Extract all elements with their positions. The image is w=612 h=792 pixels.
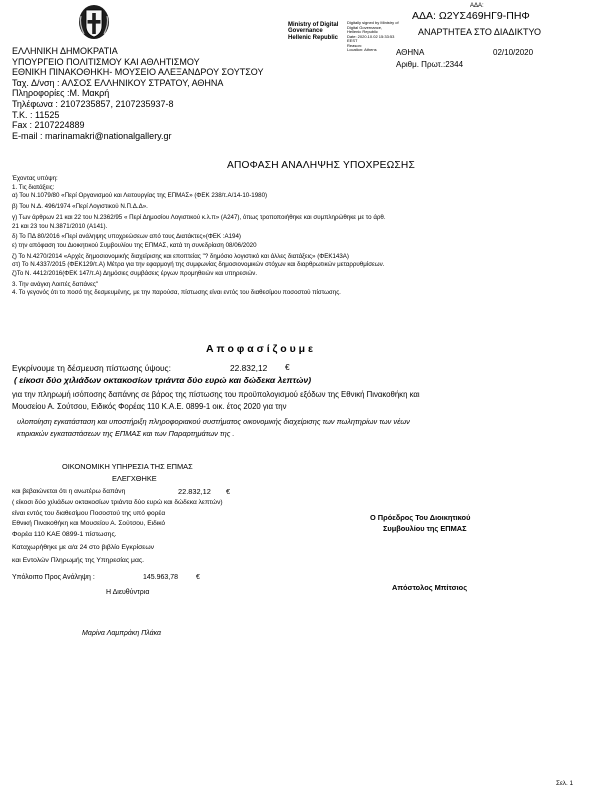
balance-label: Υπόλοιπο Προς Ανάληψη : [12,574,95,581]
page-number: Σελ. 1 [556,780,574,787]
finance-line: Εθνική Πινακοθήκη και Μουσείου Α. Σούτσου, Ειδικό [12,520,166,528]
ada-code: ΑΔΑ: Ω2ΥΣ469ΗΓ9-ΠΗΦ [412,10,530,22]
decision-title: ΑΠΟΦΑΣΗ ΑΝΑΛΗΨΗΣ ΥΠΟΧΡΕΩΣΗΣ [227,160,415,171]
balance-amount: 145.963,78 [143,574,179,581]
considerations-block [12,175,386,298]
finance-line: Καταχωρήθηκε με α/α 24 στο βιβλίο Εγκρίσεων [12,544,155,552]
considerations-item: ζ)Το Ν. 4412/2016(ΦΕΚ 147/τ.Α) Δημόσιες συμβάσεις έργων προμηθειών και υπηρεσιών. [12,270,258,278]
sender-line: ΕΘΝΙΚΗ ΠΙΝΑΚΟΘΗΚΗ- ΜΟΥΣΕΙΟ ΑΛΕΞΑΝΔΡΟΥ ΣΟΥΤΣΟΥ [12,67,264,78]
considerations-item: στ) Το Ν.4337/2015 (ΦΕΚ129/τ.Α) Μέτρα για την εφαρμογή της συμφωνίας δημοσιονομικών στόχων και διαρθρωτικών μεταρρυθμίσεων. [12,261,385,269]
finance-confirm-label: και βεβαιώνεται ότι η ανωτέρω δαπάνη [12,488,126,495]
balance-currency: € [196,574,200,581]
sender-line: ΥΠΟΥΡΓΕΙΟ ΠΟΛΙΤΙΣΜΟΥ ΚΑΙ ΑΘΛΗΤΙΣΜΟΥ [12,56,200,67]
president-title: Συμβουλίου της ΕΠΜΑΣ [383,524,467,533]
decision-heading: Α π ο φ α σ ί ζ ο υ μ ε [206,343,313,355]
considerations-intro: Έχοντας υπόψη: [12,175,58,182]
approve-label: Εγκρίνουμε τη δέσμευση πίστωσης ύψους: [12,363,171,373]
sender-line: Τ.Κ. : 11525 [12,109,60,120]
protocol-number: Αριθμ. Πρωτ.:2344 [396,60,464,69]
considerations-item: 21 και 23 του Ν.3871/2010 (Α141). [12,222,108,230]
cert-line: Location: Athens [347,47,377,52]
hellenic-republic-emblem-logo [78,4,110,40]
approved-amount: 22.832,12 [230,363,268,373]
sender-line: ΕΛΛΗΝΙΚΗ ΔΗΜΟΚΡΑΤΙΑ [12,46,118,56]
finance-amount: 22.832,12 [178,487,211,496]
purpose-line: Μουσείου Α. Σούτσου, Ειδικός Φορέας 110 Κ.Α.Ε. 0899-1 οικ. έτος 2020 για την [12,402,287,411]
expense-description: υλοποίηση εγκατάσταση και υποστήριξη πληροφοριακού συστήματος οικονομικής διαχείρισης των πωλητηρίων των νέων [17,417,410,426]
considerations-item: 4. Το γεγονός ότι το ποσό της δεσμευμένης, με την παρούσα, πίστωσης είναι εντός του διαθεσίμου ποσοστού πίστωσης. [12,289,341,297]
finance-checked-label: ΕΛΕΓΧΘΗΚΕ [112,474,157,483]
sender-line: E-mail : marinamakri@nationalgallery.gr [12,130,172,141]
dgov-line: Hellenic Republic [288,34,339,41]
expense-description: κτιριακών εγκαταστάσεων της ΕΠΜΑΣ και των Παραρτημάτων της . [17,429,235,438]
cert-line: EEST [347,38,358,43]
sender-line: Τηλέφωνα : 2107235857, 2107235937-8 [12,98,174,109]
sender-line: Fax : 2107224889 [12,120,85,131]
ada-small-label: ΑΔΑ: [470,3,484,9]
cert-line: Date: 2020.10.02 15:33:53 [347,33,395,39]
cert-line: Digital Governance, [347,24,383,30]
digital-signature-certificate [347,21,399,53]
purpose-line: για την πληρωμή ισόποσης δαπάνης σε βάρος της πίστωσης του προϋπολογισμού εξόδων της Εθνική Πινακοθήκη και [12,390,420,399]
cert-line: Reason: [347,42,362,48]
president-name: Απόστολος Μπίτσιος [392,583,468,592]
considerations-item: 1. Τις διατάξεις: [12,183,55,191]
considerations-item: α) Του Ν.1079/80 «Περί Οργανισμού και Λειτουργίας της ΕΠΜΑΣ» (ΦΕΚ 238/τ.Α/14-10-1980) [12,192,268,200]
dgov-line: Governance [288,28,323,35]
document-date: 02/10/2020 [493,48,534,57]
city: ΑΘΗΝΑ [396,48,425,57]
approved-currency: € [285,362,290,372]
internet-post-label: ΑΝΑΡΤΗΤΕΑ ΣΤΟ ΔΙΑΔΙΚΤΥΟ [418,27,541,37]
cert-line: Hellenic Republic [347,29,378,34]
considerations-item: γ) Των άρθρων 21 και 22 του Ν.2362/95 « Περί Δημοσίου Λογιστικού κ.λ.π» (Α247), όπως τροποποιήθηκε και συμπληρώθηκε με το άρθ. [12,213,386,221]
finance-line: ( είκοσι δύο χιλιάδων οκτακοσίων τριάντα δύο ευρώ και δώδεκα λεπτών) [12,499,223,506]
director-name: Μαρίνα Λαμπράκη Πλάκα [82,630,162,637]
sender-line: Ταχ. Δ/νση : ΑΛΣΟΣ ΕΛΛΗΝΙΚΟΥ ΣΤΡΑΤΟΥ, ΑΘΗΝΑ [12,77,224,88]
considerations-item: δ) Το ΠΔ 80/2016 «Περί ανάληψης υποχρεώσεων από τους Διατάκτες»(ΦΕΚ :Α194) [12,233,241,241]
sender-line: Πληροφορίες :Μ. Μακρή [12,88,110,99]
finance-details [12,498,223,567]
cert-line: Digitally signed by Ministry of [347,20,399,25]
president-title: Ο Πρόεδρος Του Διοικητικού [370,513,471,522]
finance-service-title: ΟΙΚΟΝΟΜΙΚΗ ΥΠΗΡΕΣΙΑ ΤΗΣ ΕΠΜΑΣ [62,462,193,471]
considerations-item: β) Του Ν.Δ. 496/1974 «Περί Λογιστικού Ν.Π.Δ.Δ». [12,203,148,211]
director-title: Η Διευθύντρια [106,589,150,596]
finance-line: και Εντολών Πληρωμής της Υπηρεσίας μας. [12,556,145,564]
finance-line: είναι εντός του διαθεσίμου Ποσοστού της υπό φορέα [12,509,166,517]
approved-amount-words: ( είκοσι δύο χιλιάδων οκτακοσίων τριάντα δύο ευρώ και δώδεκα λεπτών) [14,375,312,385]
finance-currency: € [226,487,231,496]
considerations-item: 3. Την ανάγκη Λοιπές δαπάνες" [12,280,99,288]
considerations-item: ζ) Το Ν.4270/2014 «Αρχές δημοσιονομικής διαχείρισης και εποπτείας "? δημόσιο λογιστικό και άλλες διατάξεις» (ΦΕΚ143Α) [12,252,349,260]
dgov-line: Ministry of Digital [288,22,339,28]
digital-governance-lines [288,22,338,41]
finance-line: Φορέα 110 ΚΑΕ 0899-1 πίστωσης. [12,530,117,538]
considerations-item: ε) την απόφαση του Διοικητικού Συμβουλίου της ΕΠΜΑΣ, κατά τη συνεδρίαση 08/06/2020 [12,241,257,249]
sender-block [12,46,264,141]
